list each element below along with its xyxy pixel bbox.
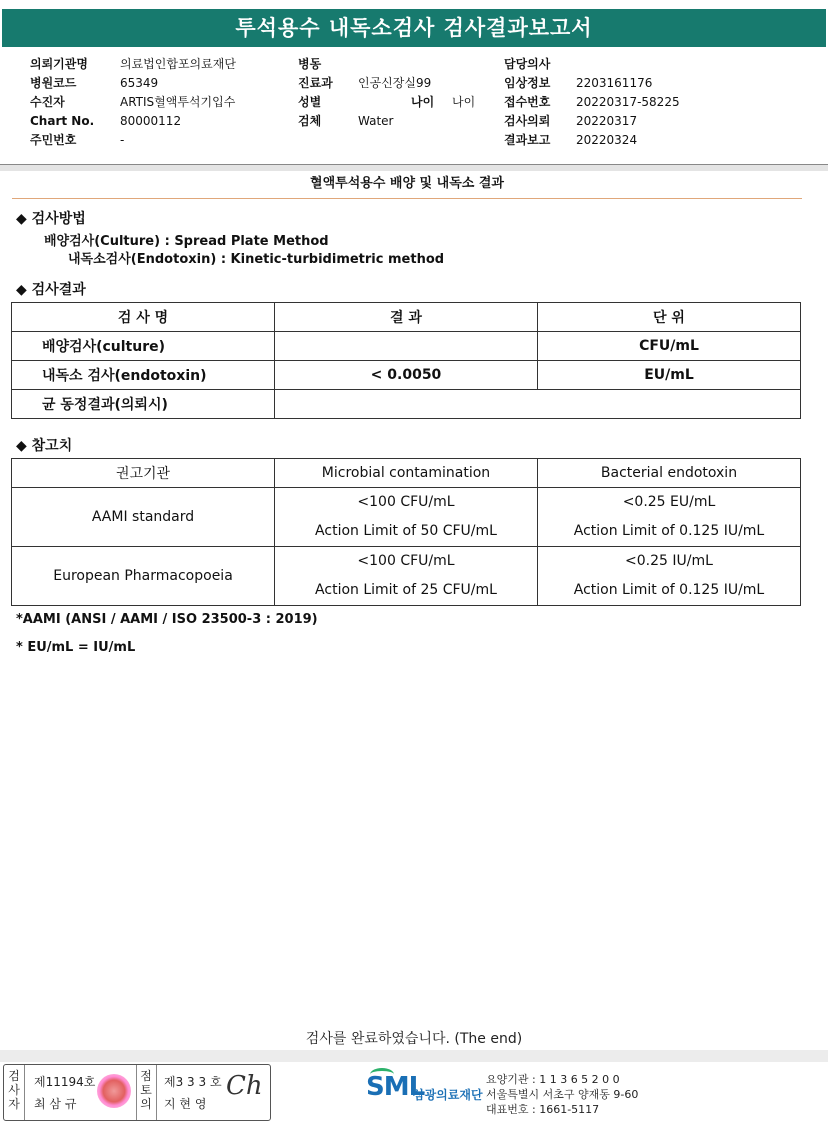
table-row (12, 361, 801, 390)
field-value: ARTIS혈액투석기입수 (120, 95, 236, 109)
table-row (12, 547, 801, 606)
table-row (12, 390, 801, 419)
field-value: 의료법인합포의료재단 (120, 57, 236, 71)
test-name: 배양검사(culture) (12, 332, 275, 361)
method-endotoxin: 내독소검사(Endotoxin) : Kinetic-turbidimetric method (68, 252, 445, 267)
field-label: 검사의뢰 (504, 114, 551, 128)
table-row (12, 332, 801, 361)
field-label: 접수번호 (504, 95, 551, 109)
column-header: 검 사 명 (12, 303, 275, 332)
signature-icon: Ch (226, 1071, 263, 1101)
reference-table (11, 458, 801, 606)
subtitle-underline (12, 198, 802, 199)
column-header: 단 위 (538, 303, 801, 332)
field-value: 65349 (120, 76, 159, 90)
sml-logo (366, 1072, 483, 1102)
test-unit: CFU/mL (538, 332, 801, 361)
official-seal-icon (97, 1074, 131, 1108)
reviewer-number: 제3 3 3 호 (164, 1075, 222, 1089)
field-label: 검체 (298, 114, 322, 128)
field-label: 임상정보 (504, 76, 551, 90)
reference-org: AAMI standard (12, 488, 275, 547)
field-label: 결과보고 (504, 133, 551, 147)
field-value: 2203161176 (576, 76, 653, 90)
test-name: 내독소 검사(endotoxin) (12, 361, 275, 390)
reviewer-label: 점 토 의 (140, 1069, 152, 1111)
reference-org: European Pharmacopoeia (12, 547, 275, 606)
micro-limit: <100 CFU/mL (357, 494, 455, 510)
test-unit: EU/mL (538, 361, 801, 390)
footnote-units: * EU/mL = IU/mL (16, 640, 136, 655)
field-label: 진료과 (298, 76, 333, 90)
header-col-2 (298, 55, 498, 131)
reference-endo (538, 547, 801, 606)
table-header-row (12, 459, 801, 488)
table-header-row (12, 303, 801, 332)
signature-box (3, 1064, 271, 1121)
field-label: 주민번호 (30, 133, 77, 147)
patient-info-header (0, 55, 828, 165)
method-culture: 배양검사(Culture) : Spread Plate Method (44, 234, 329, 249)
field-value: 20220317-58225 (576, 95, 680, 109)
footer-band (0, 1050, 828, 1062)
field-value: Water (358, 114, 394, 128)
field-value: - (120, 133, 125, 147)
reference-micro (275, 488, 538, 547)
field-value: 인공신장실99 (358, 76, 432, 90)
endo-limit: <0.25 EU/mL (622, 494, 716, 510)
contact-info (486, 1072, 638, 1117)
reference-heading: ◆ 참고치 (16, 438, 73, 454)
field-value: 20220317 (576, 114, 638, 128)
field-label: 의뢰기관명 (30, 57, 88, 71)
header-col-1 (30, 55, 290, 150)
field-value: 20220324 (576, 133, 638, 147)
age-label: 나이 (411, 95, 435, 109)
contact-phone: 대표번호 : 1661-5117 (486, 1103, 600, 1116)
endo-action-limit: Action Limit of 0.125 IU/mL (573, 582, 765, 598)
header-band (0, 165, 828, 171)
report-title: 투석용수 내독소검사 검사결과보고서 (2, 9, 826, 47)
endo-action-limit: Action Limit of 0.125 IU/mL (573, 523, 765, 539)
examiner-name: 최 삼 규 (34, 1097, 77, 1111)
section-subtitle: 혈액투석용수 배양 및 내독소 결과 (310, 176, 504, 191)
contact-code: 요양기관 : 1 1 3 6 5 2 0 0 (486, 1073, 620, 1086)
field-label: Chart No. (30, 114, 95, 128)
logo-text: SML (366, 1072, 425, 1102)
field-value: 80000112 (120, 114, 182, 128)
age-value: 나이 (452, 95, 476, 109)
test-name: 균 동정결과(의뢰시) (12, 390, 275, 419)
micro-action-limit: Action Limit of 25 CFU/mL (315, 582, 497, 598)
results-table (11, 302, 801, 419)
micro-limit: <100 CFU/mL (357, 553, 455, 569)
table-row (12, 488, 801, 547)
reviewer-name: 지 현 영 (164, 1097, 207, 1111)
contact-address: 서울특별시 서초구 양재동 9-60 (486, 1088, 639, 1101)
micro-action-limit: Action Limit of 50 CFU/mL (315, 523, 497, 539)
column-header: 권고기관 (12, 459, 275, 488)
reference-micro (275, 547, 538, 606)
column-header: 결 과 (275, 303, 538, 332)
examiner-label: 검 사 자 (8, 1069, 20, 1111)
logo-org-name: 삼광의료재단 (413, 1088, 483, 1102)
test-result (275, 390, 801, 419)
field-label: 병동 (298, 57, 322, 71)
field-label: 수진자 (30, 95, 65, 109)
test-result (275, 332, 538, 361)
test-result: < 0.0050 (275, 361, 538, 390)
column-header: Microbial contamination (275, 459, 538, 488)
field-label: 성별 (298, 95, 322, 109)
endo-limit: <0.25 IU/mL (625, 553, 713, 569)
footnote-aami: *AAMI (ANSI / AAMI / ISO 23500-3 : 2019) (16, 612, 318, 627)
header-col-3 (504, 55, 804, 150)
examiner-number: 제11194호 (34, 1075, 96, 1089)
field-label: 담당의사 (504, 57, 551, 71)
end-text: 검사를 완료하였습니다. (The end) (305, 1031, 523, 1047)
method-heading: ◆ 검사방법 (16, 211, 86, 227)
field-label: 병원코드 (30, 76, 77, 90)
logo-arc-icon (370, 1068, 394, 1081)
reference-endo (538, 488, 801, 547)
results-heading: ◆ 검사결과 (16, 282, 86, 298)
column-header: Bacterial endotoxin (538, 459, 801, 488)
